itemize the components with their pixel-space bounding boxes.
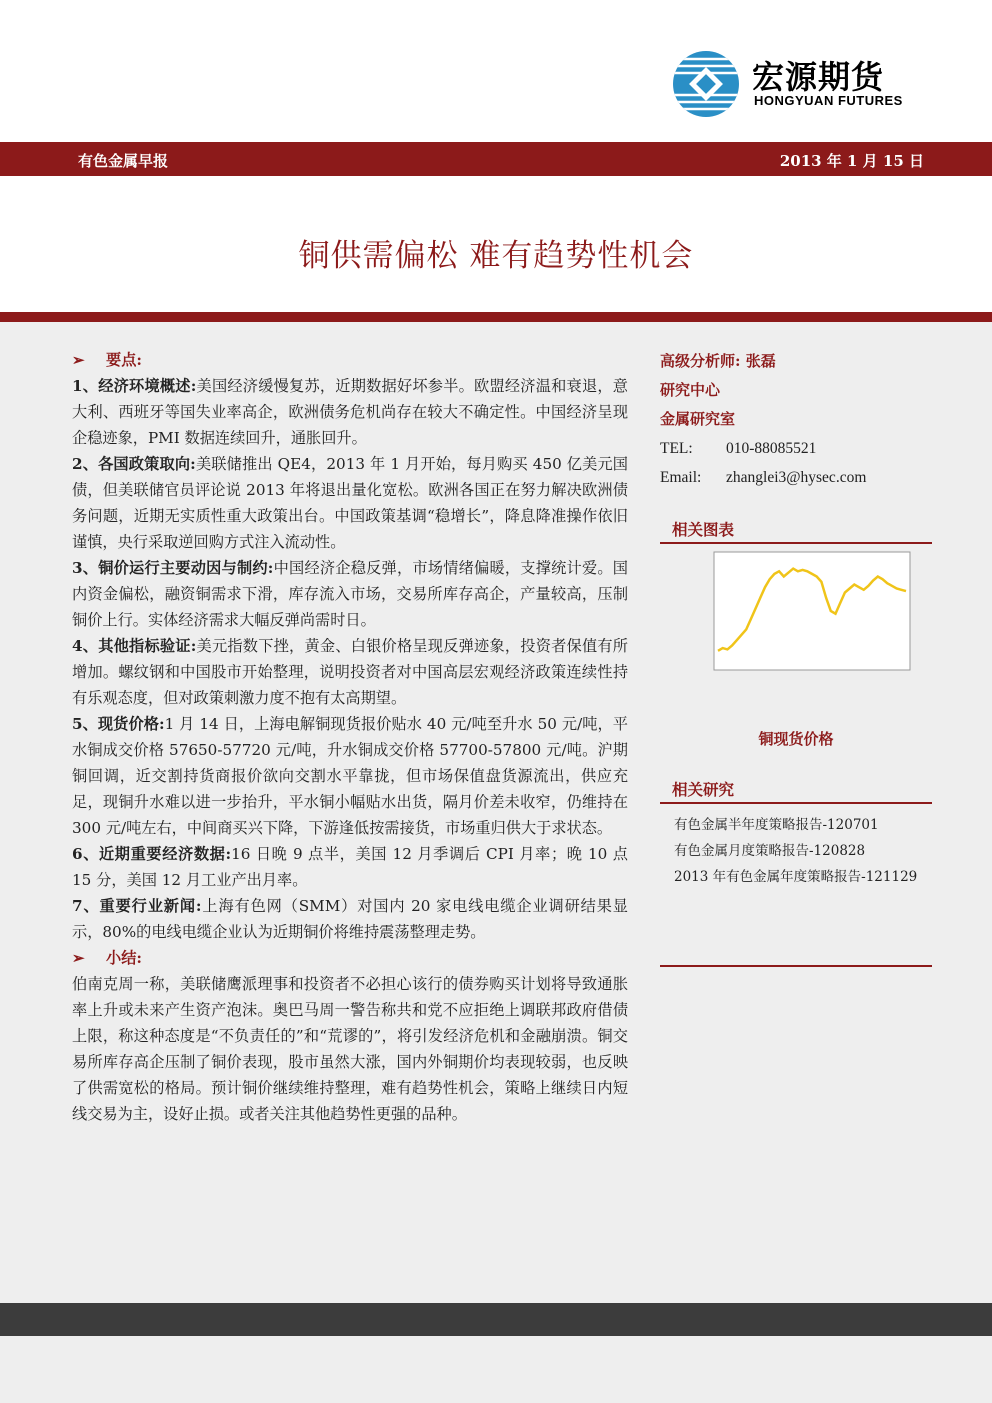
point-label: 2、各国政策取向: [72, 455, 196, 473]
point-item [72, 373, 628, 451]
point-label: 1、经济环境概述: [72, 377, 197, 395]
point-label: 6、近期重要经济数据: [72, 845, 232, 863]
research-heading: 相关研究 [660, 778, 932, 804]
chart-heading: 相关图表 [660, 518, 932, 544]
point-text: 16 日晚 9 点半，美国 12 月季调后 CPI 月率；晚 10 点 15 分，美国 12 月工业产出月率。 [72, 845, 628, 889]
point-item [72, 555, 628, 633]
summary-heading-label: 小结: [106, 949, 142, 967]
logo-text-en: HONGYUAN FUTURES [754, 93, 903, 108]
research-divider [660, 965, 932, 967]
report-date: 2013 年 1 月 15 日 [779, 152, 924, 170]
email-label: Email: [660, 469, 702, 486]
point-label: 4、其他指标验证: [72, 637, 197, 655]
research-item[interactable]: 有色金属月度策略报告-120828 [674, 843, 866, 859]
research-list [674, 812, 932, 890]
title-divider [0, 312, 992, 322]
points-heading-label: 要点: [106, 351, 142, 369]
point-text: 中国经济企稳反弹，市场情绪偏暖，支撑统计爱。国内资金偏松，融资铜需求下滑，库存流入市场，交易所库存高企，产量较高，压制铜价上行。实体经济需求大幅反弹尚需时日。 [72, 559, 628, 629]
point-text: 美联储推出 QE4，2013 年 1 月开始，每月购买 450 亿美元国债，但美联储官员评论说 2013 年将退出量化宽松。欧洲各国正在努力解决欧洲债务问题，近期无实质性重大政策出台。中国政策基调“稳增长”，降息降准操作依旧谨慎，央行采取逆回购方式注入流动性。 [72, 455, 628, 551]
email-value: zhanglei3@hysec.com [726, 469, 867, 486]
report-title: 铜供需偏松 难有趋势性机会 [298, 238, 694, 274]
tel-value: 010-88085521 [726, 440, 817, 457]
tel-label: TEL: [660, 440, 693, 457]
summary-text: 伯南克周一称，美联储鹰派理事和投资者不必担心该行的债券购买计划将导致通胀率上升或未来产生资产泡沫。奥巴马周一警告称共和党不应拒绝上调联邦政府借债上限，称这种态度是“不负责任的”和“荒谬的”，将引发经济危机和金融崩溃。铜交易所库存高企压制了铜价表现，股市虽然大涨，国内外铜期价均表现较弱，也反映了供需宽松的格局。预计铜价继续维持整理，难有趋势性机会，策略上继续日内短线交易为主，设好止损。或者关注其他趋势性更强的品种。 [72, 975, 628, 1123]
point-label: 3、铜价运行主要动因与制约: [72, 559, 274, 577]
sidebar [660, 347, 932, 492]
point-text: 美元指数下挫，黄金、白银价格呈现反弹迹象，投资者保值有所增加。螺纹钢和中国股市开始整理，说明投资者对中国高层宏观经济政策连续性持有乐观态度，但对政策刺激力度不抱有太高期望。 [72, 637, 628, 707]
point-text: 1 月 14 日，上海电解铜现货报价贴水 40 元/吨至升水 50 元/吨，平水铜成交价格 57650-57720 元/吨，升水铜成交价格 57700-57800 元/吨。沪期铜回调，近交割持货商报价欲向交割水平靠拢，但市场保值盘货源流出，供应充足，现铜升水难以进一步抬升，平水铜小幅贴水出货，隔月价差未收窄，仍维持在 300 元/吨左右，中间商买兴下降，下游逢低按需接货，市场重归供大于求状态。 [72, 715, 628, 837]
logo-text-cn: 宏源期货 [752, 58, 885, 96]
summary-heading [72, 945, 628, 971]
arrow-bullet-icon: ➢ [72, 949, 85, 967]
point-text: 美国经济缓慢复苏，近期数据好坏参半。欧盟经济温和衰退，意大利、西班牙等国失业率高企，欧洲债务危机尚存在较大不确定性。中国经济呈现企稳迹象，PMI 数据连续回升，通胀回升。 [72, 377, 628, 447]
point-item [72, 633, 628, 711]
point-label: 7、重要行业新闻: [72, 897, 202, 915]
report-type: 有色金属早报 [78, 152, 169, 170]
email-row [660, 463, 932, 492]
logo-emblem-icon [672, 50, 740, 118]
point-item [72, 711, 628, 841]
point-item [72, 451, 628, 555]
point-item [72, 841, 628, 893]
point-text: 上海有色网（SMM）对国内 20 家电线电缆企业调研结果显示，80%的电线电缆企业认为近期铜价将维持震荡整理走势。 [72, 897, 628, 941]
department: 研究中心 [660, 381, 721, 399]
points-heading [72, 347, 628, 373]
arrow-bullet-icon: ➢ [72, 351, 85, 369]
plot-area [714, 552, 910, 670]
research-item[interactable]: 2013 年有色金属年度策略报告-121129 [674, 869, 918, 885]
copper-price-chart [660, 548, 932, 718]
sub-department: 金属研究室 [660, 410, 736, 428]
chart-caption: 铜现货价格 [758, 730, 834, 748]
report-header-bar [0, 142, 992, 176]
main-content [72, 347, 628, 1127]
footer-band [0, 1303, 992, 1336]
point-label: 5、现货价格: [72, 715, 165, 733]
research-item[interactable]: 有色金属半年度策略报告-120701 [674, 817, 879, 833]
tel-row [660, 434, 932, 463]
analyst-name: 高级分析师: 张磊 [660, 352, 776, 370]
point-item [72, 893, 628, 945]
related-research [660, 778, 932, 890]
company-logo [672, 50, 912, 118]
